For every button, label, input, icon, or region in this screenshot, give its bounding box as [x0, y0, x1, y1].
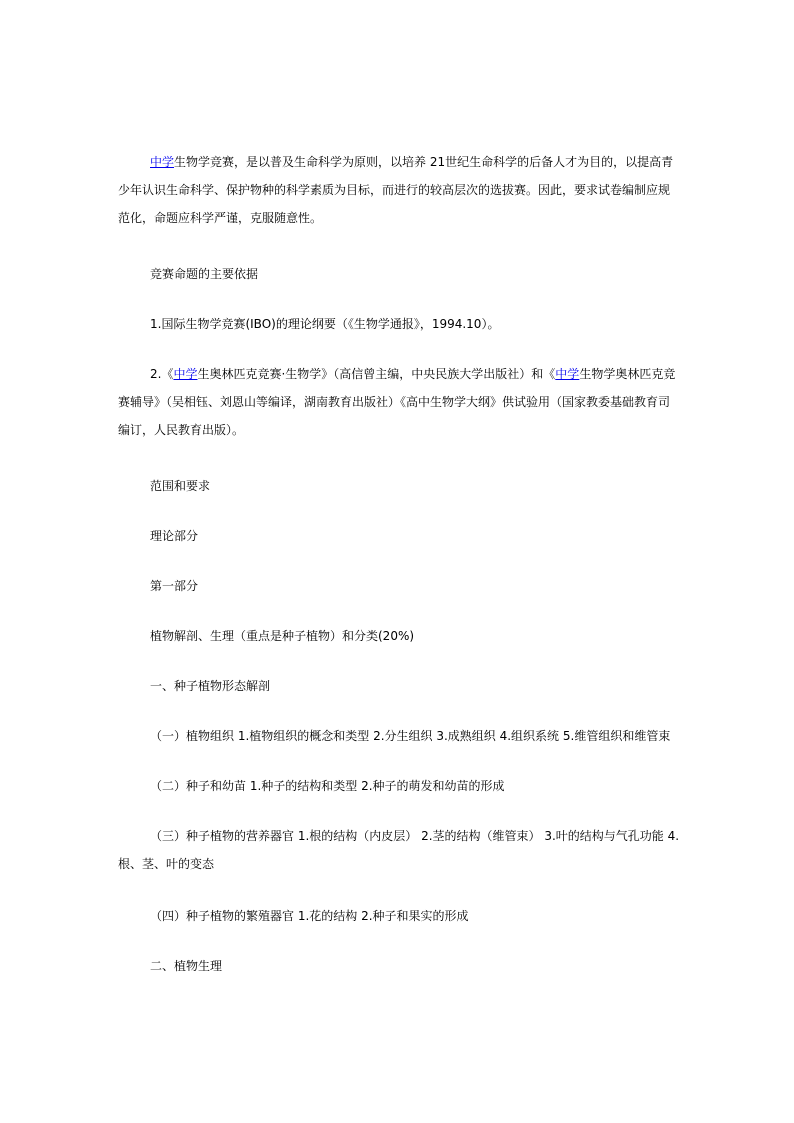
heading-scope: 范围和要求: [150, 479, 211, 493]
heading-theory: 理论部分: [150, 529, 199, 543]
heading-basis: 竞赛命题的主要依据: [150, 267, 259, 281]
section-1-item-4: （四）种子植物的繁殖器官 1.花的结构 2.种子和果实的形成: [150, 909, 469, 923]
intro-paragraph: [118, 148, 678, 232]
section-1-item-3: （三）种子植物的营养器官 1.根的结构（内皮层） 2.茎的结构（维管束） 3.叶的结构与气孔功能 4.根、茎、叶的变态: [118, 829, 680, 871]
basis-2-link-1[interactable]: 中学: [173, 367, 198, 381]
intro-link-zhongxue[interactable]: 中学: [150, 155, 175, 169]
plant-title: 植物解剖、生理（重点是种子植物）和分类(20%): [150, 629, 415, 643]
basis-2-text-c: 生物学奥林匹克竞赛辅导》（吴相钰、刘恩山等编译，湖南教育出版社）《高中生物学大纲》供试验用（国家教委基础教育司编订，人民教育出版）。: [118, 367, 676, 437]
section-1-item-1: （一）植物组织 1.植物组织的概念和类型 2.分生组织 3.成熟组织 4.组织系统 5.维管组织和维管束: [150, 729, 671, 743]
section-2-heading: 二、植物生理: [150, 959, 223, 973]
basis-2-link-2[interactable]: 中学: [555, 367, 580, 381]
heading-part1: 第一部分: [150, 579, 199, 593]
basis-2-text-a: 2.《: [150, 367, 174, 381]
section-1-item-2: （二）种子和幼苗 1.种子的结构和类型 2.种子的萌发和幼苗的形成: [150, 779, 505, 793]
basis-item-2: [118, 360, 678, 444]
intro-text: 生物学竞赛，是以普及生命科学为原则，以培养 21世纪生命科学的后备人才为目的，以提高青少年认识生命科学、保护物种的科学素质为目标，而进行的较高层次的选拔赛。因此，要求试卷编制应规范化，命题应科学严谨，克服随意性。: [118, 155, 674, 225]
section-1-heading: 一、种子植物形态解剖: [150, 679, 271, 693]
basis-2-text-b: 生奥林匹克竞赛·生物学》（高信曾主编，中央民族大学出版社）和《: [197, 367, 556, 381]
basis-item-1: 1.国际生物学竞赛(IBO)的理论纲要（《生物学通报》，1994.10）。: [150, 317, 500, 331]
